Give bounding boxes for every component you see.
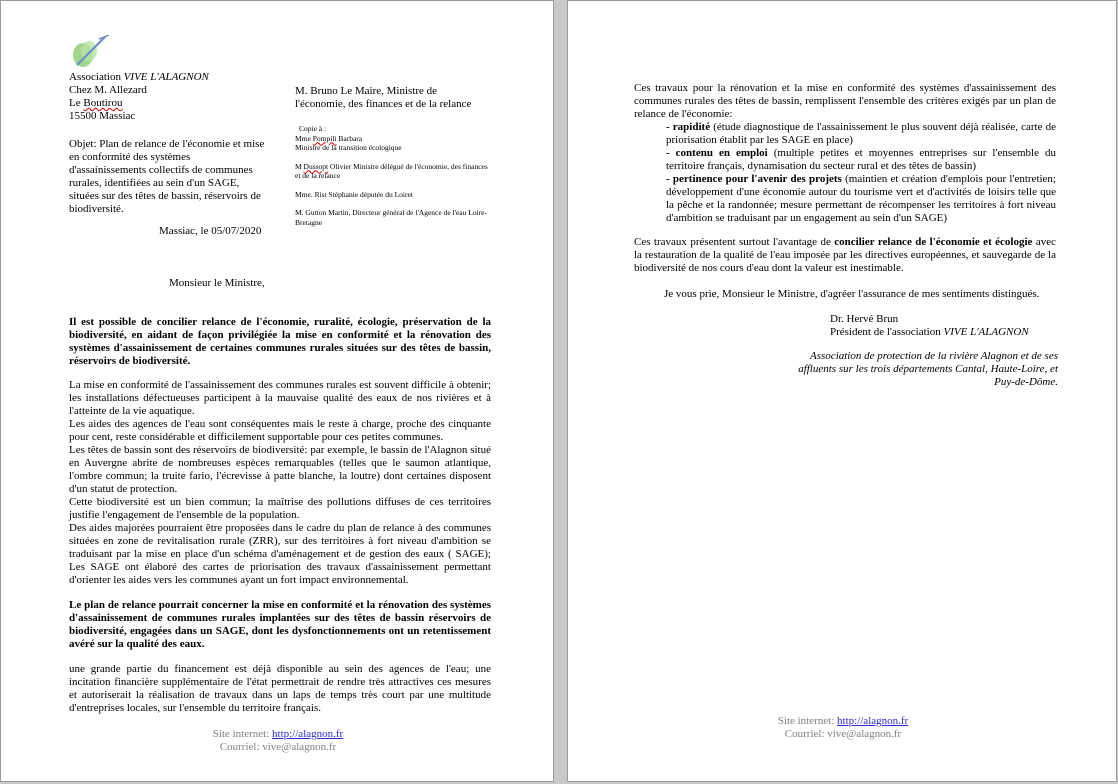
recipient-line1: M. Bruno Le Maire, Ministre de — [295, 85, 438, 97]
sender-line3: Le Boutirou — [69, 97, 123, 109]
criteria-block — [634, 82, 1056, 225]
criteria-intro: Ces travaux pour la rénovation et la mise en conformité des systèmes d'assainissement des communes rurales des têtes de bassin, remplissent l'ensemble des critères exigés par un plan de relance de l'économie: — [634, 82, 1056, 120]
website-link[interactable]: http://alagnon.fr — [272, 728, 344, 740]
sender-block — [69, 71, 289, 123]
signature-title: Président de l'association VIVE L'ALAGNON — [830, 326, 1029, 338]
footer-site: Site internet: http://alagnon.fr — [212, 728, 344, 740]
signature-block — [830, 313, 1060, 339]
body-paragraph: La mise en conformité de l'assainissement des communes rurales est souvent difficile à obtenir; les installations défectueuses participent à la mauvaise qualité des eaux de nos rivières et à l'atteinte de la vie aquatique. — [69, 379, 491, 417]
copy-2: M Dussopt Olivier Ministre délégué de l'économie, des finances et de la relance — [295, 161, 488, 180]
footer — [1, 728, 555, 754]
closing-formula: Je vous prie, Monsieur le Ministre, d'agréer l'assurance de mes sentiments distingués. — [664, 288, 1040, 300]
date: Massiac, le 05/07/2020 — [159, 225, 262, 237]
footer-mail: Courriel: vive@alagnon.fr — [219, 741, 337, 753]
body-paragraph: Les aides des agences de l'eau sont conséquentes mais le reste à charge, proche des cinquante pour cent, reste considérable et difficilement supportable pour ces petites communes. — [69, 418, 491, 443]
intro-bold-paragraph: Il est possible de concilier relance de l'économie, ruralité, écologie, préservation de la biodiversité, en aidant de façon privilégiée la mise en conformité et la rénovation des systèmes d'assainissement de certaines communes rurales situées sur des têtes de bassin, réservoirs de biodiversité. — [69, 316, 491, 367]
body-paragraphs — [69, 379, 491, 587]
bold-proposal-paragraph: Le plan de relance pourrait concerner la mise en conformité et la rénovation des systèmes d'assainissement de communes rurales implantées sur des têtes de bassin réservoirs de biodiversité, engagées dans un SAGE, dont les dysfonctionnements ont un retentissement avéré sur la qualité des eaux. — [69, 599, 491, 650]
financing-paragraph: une grande partie du financement est déjà disponible au sein des agences de l'eau; une incitation financière supplémentaire de l'état permettrait de rendre très attractives ces mesures et autoriserait la réalisation de travaux dans un laps de temps très court par une multitude d'entreprises locales, sur l'ensemble du territoire français. — [69, 663, 491, 714]
salutation: Monsieur le Ministre, — [169, 277, 265, 289]
copies-block — [295, 124, 493, 227]
copy-1-title: Ministre de la transition écologique — [295, 143, 402, 152]
criterion-avenir: - pertinence pour l'avenir des projets (maintien et création d'emplois pour l'entretien; développement d'une économie autour du tourisme vert et d'activités de loisirs telle que la pêche et la randonnée; mesure permettant de récompenser les territoires à fort niveau d'ambition se traduisant par un engagement au sein d'un SAGE) — [666, 173, 1056, 224]
recipient-line2: l'économie, des finances et de la relance — [295, 98, 472, 110]
association-description: Association de protection de la rivière Alagnon et de ses affluents sur les trois départements Cantal, Haute-Loire, et Puy-de-Dôme. — [798, 350, 1058, 388]
body-paragraph: Des aides majorées pourraient être proposées dans le cadre du plan de relance à des communes situées en zone de revitalisation rurale (ZRR), sur des territoires à fort niveau d'ambition se traduisant par la mise en place d'un schéma d'aménagement et de gestion des eaux ( SAGE); Les SAGE ont élaboré des cartes de priorisation des travaux d'assainissement permettant d'orienter les aides vers les communes ayant un fort impact environnemental. — [69, 522, 491, 586]
signature-name: Dr. Hervé Brun — [830, 313, 899, 325]
advantage-paragraph: Ces travaux présentent surtout l'avantage de concilier relance de l'économie et écologie avec la restauration de la qualité de l'eau imposée par les directives européennes, et sauvegarde de la biodiversité de nos cours d'eau dont la valeur est inestimable. — [634, 236, 1056, 274]
copies-heading: Copie à : — [299, 124, 327, 133]
copy-3: Mme. Rist Stéphanie députée du Loiret — [295, 189, 413, 199]
recipient-block — [295, 85, 515, 111]
sender-line2: Chez M. Allezard — [69, 84, 147, 96]
footer-site: Site internet: http://alagnon.fr — [777, 715, 909, 727]
criterion-rapidite: - rapidité (étude diagnostique de l'assainissement le plus souvent déjà réalisée, carte de priorisation établit par les SAGE en place) — [666, 121, 1056, 146]
copy-4: M. Gutton Martin, Directeur général de l'Agence de l'eau Loire-Bretagne — [295, 208, 488, 227]
sender-line4: 15500 Massiac — [69, 110, 136, 122]
website-link[interactable]: http://alagnon.fr — [837, 715, 909, 727]
criterion-emploi: - contenu en emploi (multiple petites et moyennes entreprises sur l'ensemble du territoire français, dynamisation du secteur rural et des têtes de bassin) — [666, 147, 1056, 172]
sender-association: Association VIVE L'ALAGNON — [69, 71, 209, 83]
document-page-2 — [567, 0, 1117, 782]
copy-1: Mme Pompili Barbara — [295, 133, 363, 143]
body-paragraph: Cette biodiversité est un bien commun; la maîtrise des pollutions diffuses de ces territoires justifie l'engagement de l'ensemble de la population. — [69, 496, 491, 521]
footer-mail: Courriel: vive@alagnon.fr — [784, 728, 902, 740]
feather-leaf-logo-icon — [69, 35, 111, 69]
document-page-1 — [0, 0, 554, 782]
footer — [568, 715, 1118, 741]
subject: Objet: Plan de relance de l'économie et mise en conformité des systèmes d'assainissements collectifs de communes rurales, identifiées au sein d'un SAGE, situées sur des têtes de bassin, réservoirs de biodiversité. — [69, 138, 265, 215]
body-paragraph: Les têtes de bassin sont des réservoirs de biodiversité: par exemple, le bassin de l'Alagnon situé en Auvergne abrite de nombreuses espèces remarquables (telles que le saumon atlantique, l'ombre commun; la truite fario, l'écrevisse à patte blanche, la loutre) dont certaines disposent d'un statut de protection. — [69, 444, 491, 495]
